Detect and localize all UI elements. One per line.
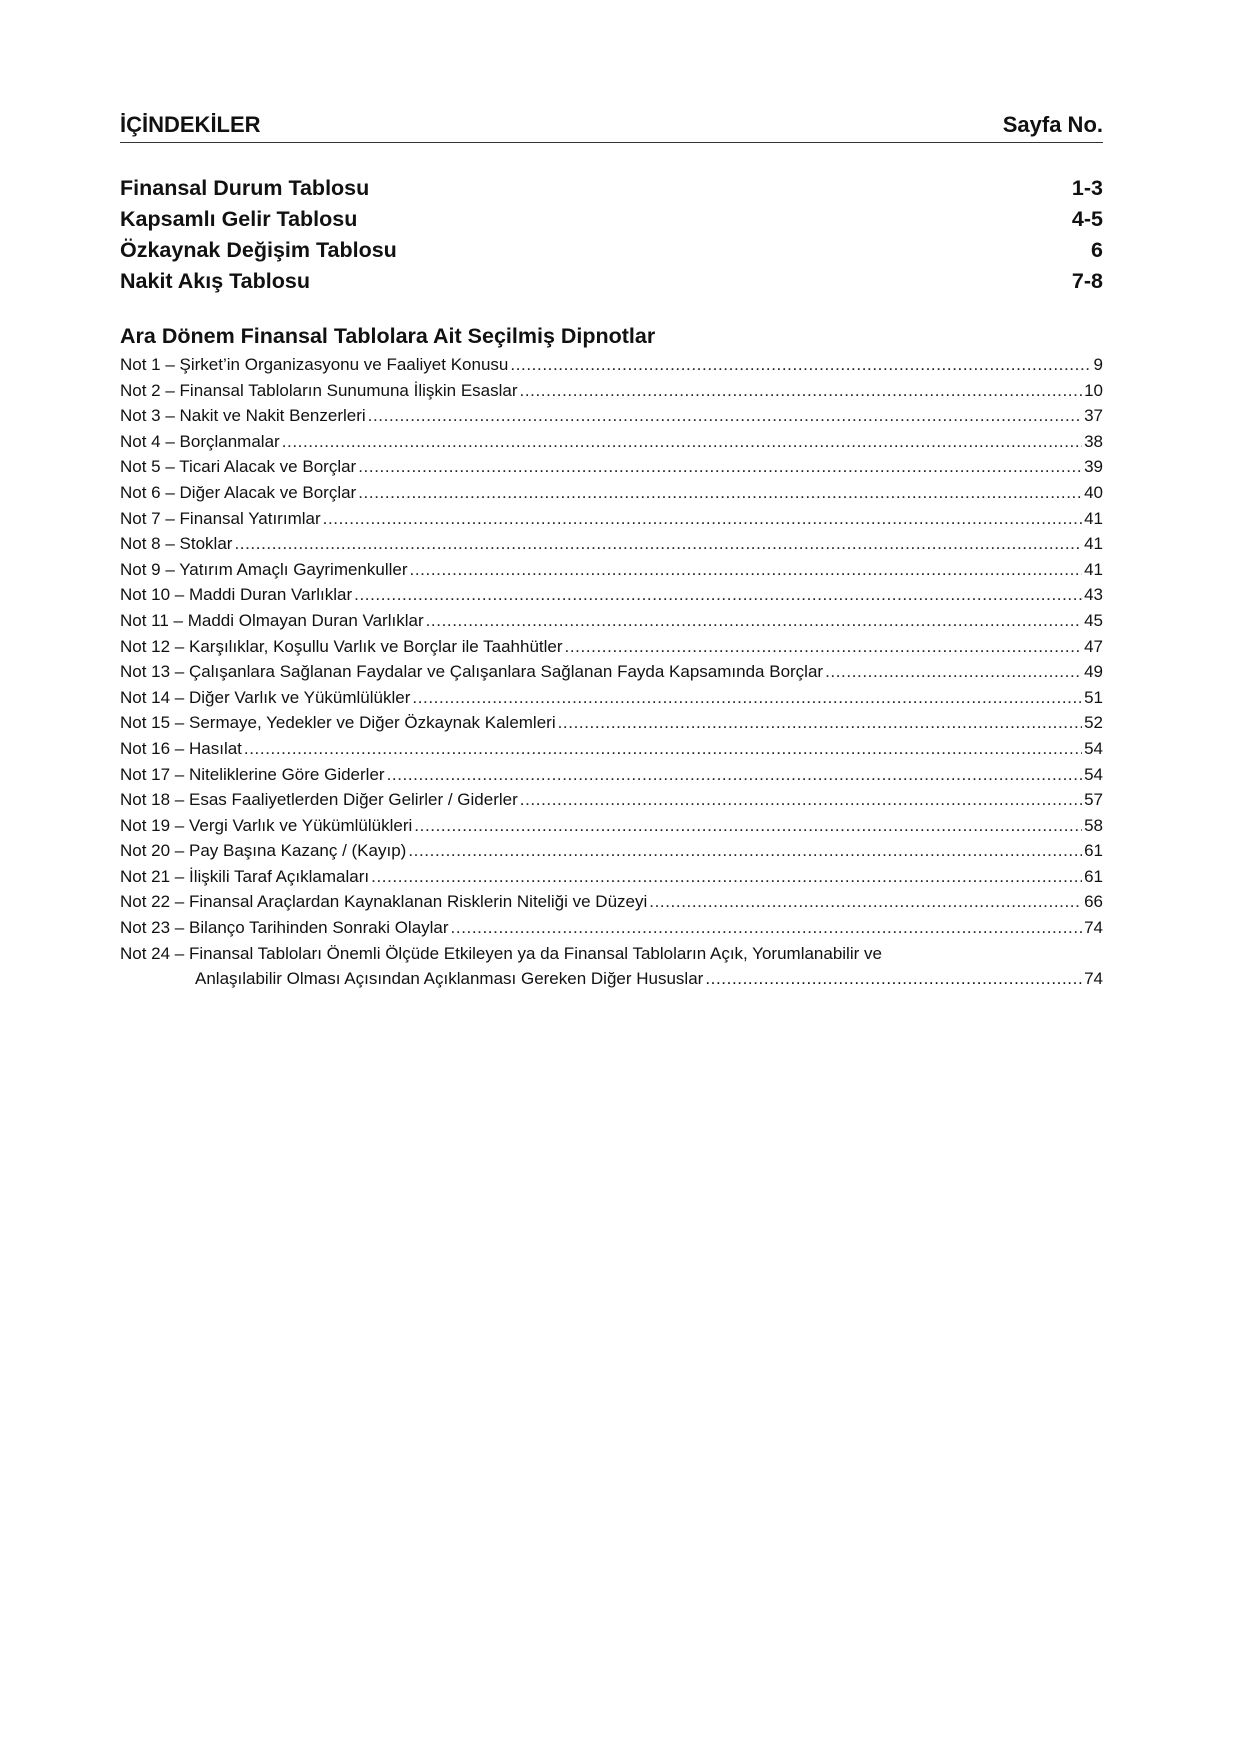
note-page: 74 <box>1084 918 1103 938</box>
note-item[interactable] <box>120 685 1103 711</box>
note-item[interactable] <box>120 787 1103 813</box>
note-item[interactable] <box>120 403 1103 429</box>
note-page: 41 <box>1084 559 1103 579</box>
note-item[interactable] <box>120 454 1103 480</box>
note-page: 37 <box>1084 406 1103 426</box>
dot-leader <box>387 762 1083 788</box>
note-page: 47 <box>1084 636 1103 656</box>
note-item[interactable] <box>120 531 1103 557</box>
note-page: 41 <box>1084 534 1103 554</box>
main-item-label: Özkaynak Değişim Tablosu <box>120 238 397 262</box>
note-item[interactable] <box>120 915 1103 941</box>
toc-header <box>120 112 1103 143</box>
note-page: 39 <box>1084 457 1103 477</box>
note-label: Not 12 – Karşılıklar, Koşullu Varlık ve Borçlar ile Taahhütler <box>120 636 563 656</box>
note-label: Not 2 – Finansal Tabloların Sunumuna İlişkin Esaslar <box>120 380 518 400</box>
dot-leader <box>705 966 1082 992</box>
dot-leader <box>426 608 1082 634</box>
note-label: Not 14 – Diğer Varlık ve Yükümlülükler <box>120 687 411 707</box>
note-label: Not 8 – Stoklar <box>120 534 233 554</box>
note-page: 52 <box>1084 713 1103 733</box>
note-item-multiline[interactable] <box>120 941 1103 992</box>
note-item[interactable] <box>120 762 1103 788</box>
note-page: 43 <box>1084 585 1103 605</box>
main-item[interactable] <box>120 235 1103 266</box>
note-item[interactable] <box>120 710 1103 736</box>
note-label: Not 9 – Yatırım Amaçlı Gayrimenkuller <box>120 559 408 579</box>
note-label: Not 7 – Finansal Yatırımlar <box>120 508 321 528</box>
dot-leader <box>520 787 1082 813</box>
dot-leader <box>323 506 1082 532</box>
note-label: Not 20 – Pay Başına Kazanç / (Kayıp) <box>120 841 407 861</box>
note-item[interactable] <box>120 659 1103 685</box>
dot-leader <box>825 659 1082 685</box>
note-label: Not 15 – Sermaye, Yedekler ve Diğer Özkaynak Kalemleri <box>120 713 556 733</box>
dot-leader <box>414 813 1082 839</box>
note-label: Not 5 – Ticari Alacak ve Borçlar <box>120 457 357 477</box>
note-item[interactable] <box>120 608 1103 634</box>
note-item[interactable] <box>120 838 1103 864</box>
note-page: 10 <box>1084 380 1103 400</box>
dot-leader <box>358 480 1082 506</box>
note-label: Not 11 – Maddi Olmayan Duran Varlıklar <box>120 610 424 630</box>
note-page: 41 <box>1084 508 1103 528</box>
dot-leader <box>410 557 1083 583</box>
dot-leader <box>354 582 1082 608</box>
note-item[interactable] <box>120 634 1103 660</box>
notes-list <box>120 352 1103 992</box>
dot-leader <box>244 736 1082 762</box>
note-label-line2: Anlaşılabilir Olması Açısından Açıklanması Gereken Diğer Hususlar <box>195 969 704 989</box>
note-item[interactable] <box>120 480 1103 506</box>
note-item[interactable] <box>120 429 1103 455</box>
note-label: Not 19 – Vergi Varlık ve Yükümlülükleri <box>120 815 413 835</box>
main-item-label: Nakit Akış Tablosu <box>120 269 310 293</box>
note-label: Not 10 – Maddi Duran Varlıklar <box>120 585 353 605</box>
dot-leader <box>520 378 1083 404</box>
main-item-page: 6 <box>1091 238 1103 262</box>
dot-leader <box>408 838 1082 864</box>
note-page: 61 <box>1084 841 1103 861</box>
note-page: 51 <box>1084 687 1103 707</box>
main-item[interactable] <box>120 266 1103 297</box>
note-item[interactable] <box>120 736 1103 762</box>
dot-leader <box>565 634 1083 660</box>
main-item-page: 1-3 <box>1071 176 1103 200</box>
dot-leader <box>371 864 1082 890</box>
main-item-label: Finansal Durum Tablosu <box>120 176 370 200</box>
note-label: Not 1 – Şirket’in Organizasyonu ve Faaliyet Konusu <box>120 355 509 374</box>
dot-leader <box>558 710 1082 736</box>
note-item[interactable] <box>120 889 1103 915</box>
main-item-label: Kapsamlı Gelir Tablosu <box>120 207 358 231</box>
note-item[interactable] <box>120 352 1103 378</box>
notes-section-title: Ara Dönem Finansal Tablolara Ait Seçilmiş Dipnotlar <box>120 324 656 348</box>
note-item[interactable] <box>120 813 1103 839</box>
main-statements-list <box>120 173 1103 297</box>
note-label: Not 6 – Diğer Alacak ve Borçlar <box>120 482 357 502</box>
note-item[interactable] <box>120 557 1103 583</box>
note-label-line1: Not 24 – Finansal Tabloları Önemli Ölçüde Etkileyen ya da Finansal Tabloların Açık, Yorumlanabilir ve <box>120 943 882 963</box>
dot-leader <box>368 403 1082 429</box>
dot-leader <box>451 915 1083 941</box>
note-page: 54 <box>1084 738 1103 758</box>
note-page: 40 <box>1084 482 1103 502</box>
dot-leader <box>649 889 1082 915</box>
note-page: 49 <box>1084 662 1103 682</box>
note-page: 54 <box>1084 764 1103 784</box>
note-label-line2-row <box>120 966 1103 992</box>
note-item[interactable] <box>120 506 1103 532</box>
note-label: Not 23 – Bilanço Tarihinden Sonraki Olaylar <box>120 918 449 938</box>
note-label: Not 13 – Çalışanlara Sağlanan Faydalar ve Çalışanlara Sağlanan Fayda Kapsamında Borçlar <box>120 662 824 682</box>
toc-title: İÇİNDEKİLER <box>120 112 261 137</box>
main-item[interactable] <box>120 173 1103 204</box>
dot-leader <box>358 454 1082 480</box>
note-label: Not 21 – İlişkili Taraf Açıklamaları <box>120 866 370 886</box>
note-item[interactable] <box>120 864 1103 890</box>
note-label: Not 16 – Hasılat <box>120 738 242 758</box>
note-item[interactable] <box>120 582 1103 608</box>
note-page: 57 <box>1084 790 1103 810</box>
dot-leader <box>412 685 1082 711</box>
page-number-column-label: Sayfa No. <box>1002 112 1103 137</box>
note-page: 45 <box>1084 610 1103 630</box>
note-item[interactable] <box>120 378 1103 404</box>
toc-page <box>120 112 1103 992</box>
dot-leader <box>282 429 1082 455</box>
note-label: Not 22 – Finansal Araçlardan Kaynaklanan Risklerin Niteliği ve Düzeyi <box>120 892 648 912</box>
main-item-page: 7-8 <box>1071 269 1103 293</box>
note-page: 38 <box>1084 431 1103 451</box>
note-label: Not 3 – Nakit ve Nakit Benzerleri <box>120 406 366 426</box>
main-item-page: 4-5 <box>1071 207 1103 231</box>
note-page: 66 <box>1084 892 1103 912</box>
note-label: Not 18 – Esas Faaliyetlerden Diğer Gelirler / Giderler <box>120 790 518 810</box>
note-label: Not 4 – Borçlanmalar <box>120 431 280 451</box>
note-page: 74 <box>1084 969 1103 989</box>
main-item[interactable] <box>120 204 1103 235</box>
dot-leader <box>510 352 1091 378</box>
note-page: 61 <box>1084 866 1103 886</box>
note-page: 9 <box>1093 355 1103 374</box>
dot-leader <box>234 531 1082 557</box>
note-page: 58 <box>1084 815 1103 835</box>
note-label: Not 17 – Niteliklerine Göre Giderler <box>120 764 385 784</box>
